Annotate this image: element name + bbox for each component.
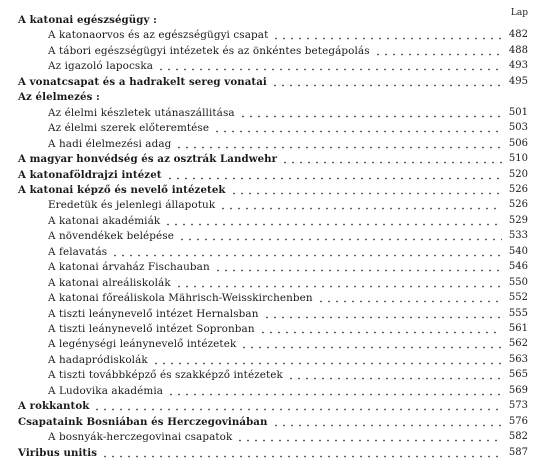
- toc-subentry-row: [0, 384, 540, 398]
- dot-leader: [236, 430, 502, 444]
- dot-leader: [272, 28, 502, 42]
- dot-leader: [281, 152, 502, 166]
- dot-leader: [178, 229, 502, 243]
- toc-subentry-row: [0, 121, 540, 135]
- toc-entry-title: Eredetük és jelenlegi állapotuk: [48, 199, 216, 212]
- toc-page-number: 503: [508, 122, 528, 134]
- toc-page-number: 533: [508, 230, 528, 242]
- toc-section-row: [0, 399, 540, 413]
- toc-page-number: 520: [508, 168, 528, 180]
- toc-entry-title: A katonai főreáliskola Mährisch-Weisskirchenben: [48, 292, 313, 305]
- dot-leader: [230, 183, 502, 197]
- toc-entry-title: A hadapródiskolák: [48, 353, 148, 366]
- toc-page-number: 526: [508, 199, 528, 211]
- toc-entry-title: A katonai árvaház Fischauban: [48, 261, 210, 274]
- toc-section-row: [0, 13, 540, 27]
- toc-subentry-row: [0, 307, 540, 321]
- toc-entry-title: Az élelmezés :: [18, 91, 100, 104]
- toc-page-number: 510: [508, 153, 528, 165]
- toc-subentry-row: [0, 353, 540, 367]
- toc-page-number: 550: [508, 276, 528, 288]
- toc-entry-title: A katonai képző és nevelő intézetek: [18, 183, 226, 196]
- toc-page-number: 562: [508, 338, 528, 350]
- toc-entry-title: A felavatás: [48, 245, 108, 258]
- dot-leader: [152, 353, 502, 367]
- dot-leader: [175, 276, 502, 290]
- dot-leader: [213, 121, 502, 135]
- toc-subentry-row: [0, 28, 540, 42]
- toc-section-row: [0, 152, 540, 166]
- toc-subentry-row: [0, 430, 540, 444]
- toc-entry-title: A növendékek belépése: [48, 230, 174, 243]
- toc-page-number: 526: [508, 183, 528, 195]
- dot-leader: [259, 322, 502, 336]
- toc-entry-title: A bosnyák-herczegovinai csapatok: [48, 431, 233, 444]
- toc-page-number: 540: [508, 245, 528, 257]
- toc-entry-title: Viribus unitis: [18, 446, 98, 459]
- toc-page-number: 565: [508, 369, 528, 381]
- toc-page-number: 495: [508, 75, 528, 87]
- dot-leader: [93, 399, 502, 413]
- dot-leader: [111, 245, 502, 259]
- toc-section-row: [0, 415, 540, 429]
- toc-section-row: [0, 446, 540, 460]
- toc-entry-title: A tiszti leánynevelő intézet Sopronban: [48, 323, 255, 335]
- toc-entry-title: A vonatcsapat és a hadrakelt sereg vonatai: [18, 75, 267, 88]
- dot-leader: [175, 137, 502, 151]
- dot-leader: [272, 415, 502, 429]
- toc-page-number: 493: [508, 60, 528, 72]
- toc-entry-title: Az élelmi szerek előteremtése: [48, 122, 210, 135]
- toc-entry-title: A tábori egészségügyi intézetek és az önkéntes betegápolás: [48, 44, 370, 57]
- toc-page-number: 569: [508, 384, 528, 396]
- dot-leader: [101, 446, 502, 460]
- page-column-label: Lap: [510, 8, 528, 18]
- toc-page-number: 563: [508, 353, 528, 365]
- toc-subentry-row: [0, 106, 540, 120]
- toc-subentry-row: [0, 245, 540, 259]
- toc-subentry-row: [0, 337, 540, 351]
- toc-entry-title: A katonai alreáliskolák: [48, 276, 171, 289]
- toc-section-row: [0, 75, 540, 89]
- toc-subentry-row: [0, 276, 540, 290]
- toc-page-number: 552: [508, 292, 528, 304]
- toc-subentry-row: [0, 368, 540, 382]
- toc-entry-title: A magyar honvédség és az osztrák Landwehr: [18, 153, 278, 166]
- dot-leader: [157, 59, 502, 73]
- toc-page-number: 587: [508, 446, 528, 458]
- dot-leader: [271, 75, 502, 89]
- dot-leader: [239, 106, 502, 120]
- dot-leader: [287, 368, 502, 382]
- toc-entry-title: A rokkantok: [18, 400, 90, 413]
- toc-subentry-row: [0, 44, 540, 58]
- dot-leader: [317, 291, 502, 305]
- toc-entry-title: A katonai akadémiák: [48, 214, 161, 227]
- toc-subentry-row: [0, 291, 540, 305]
- dot-leader: [219, 198, 502, 212]
- toc-subentry-row: [0, 260, 540, 274]
- toc-entry-title: A legénységi leánynevelő intézetek: [48, 338, 237, 351]
- dot-leader: [374, 44, 502, 58]
- toc-subentry-row: [0, 198, 540, 212]
- toc-subentry-row: [0, 322, 540, 336]
- toc-entry-title: A Ludovika akadémia: [48, 384, 164, 397]
- dot-leader: [166, 168, 502, 182]
- dot-leader: [214, 260, 502, 274]
- toc-entry-title: Az igazoló lapocska: [48, 60, 154, 73]
- toc-page-number: 546: [508, 261, 528, 273]
- toc-entry-title: A hadi élelmezési adag: [48, 137, 172, 150]
- toc-entry-title: Az élelmi készletek utánaszállitása: [48, 106, 235, 119]
- toc-page-number: 501: [508, 106, 528, 118]
- toc-page-number: 576: [508, 415, 528, 427]
- toc-page-number: 561: [508, 323, 528, 334]
- toc-page-number: 529: [508, 214, 528, 226]
- toc-entry-title: A katonaorvos és az egészségügyi csapat: [48, 29, 269, 42]
- toc-entry-title: A katonaföldrajzi intézet: [18, 168, 162, 181]
- toc-page-number: 488: [508, 44, 528, 56]
- dot-leader: [263, 307, 503, 321]
- toc-subentry-row: [0, 229, 540, 243]
- dot-leader: [167, 384, 502, 398]
- toc-page-number: 555: [508, 307, 528, 319]
- toc-section-row: [0, 168, 540, 182]
- toc-section-row: [0, 90, 540, 104]
- toc-page-number: 506: [508, 137, 528, 149]
- toc-entry-title: A tiszti továbbképző és szakképző intézetek: [48, 369, 283, 382]
- toc-subentry-row: [0, 59, 540, 73]
- toc-page-number: 482: [508, 29, 528, 41]
- toc-subentry-row: [0, 214, 540, 228]
- toc-entry-title: A katonai egészségügy :: [18, 14, 158, 26]
- toc-entry-title: Csapataink Bosniában és Herczegovinában: [18, 415, 268, 428]
- toc-page-number: 582: [508, 431, 528, 443]
- toc-entry-title: A tiszti leánynevelő intézet Hernalsban: [48, 307, 259, 320]
- toc-subentry-row: [0, 137, 540, 151]
- dot-leader: [240, 337, 502, 351]
- toc-section-row: [0, 183, 540, 197]
- dot-leader: [164, 214, 502, 228]
- toc-page-number: 573: [508, 400, 528, 412]
